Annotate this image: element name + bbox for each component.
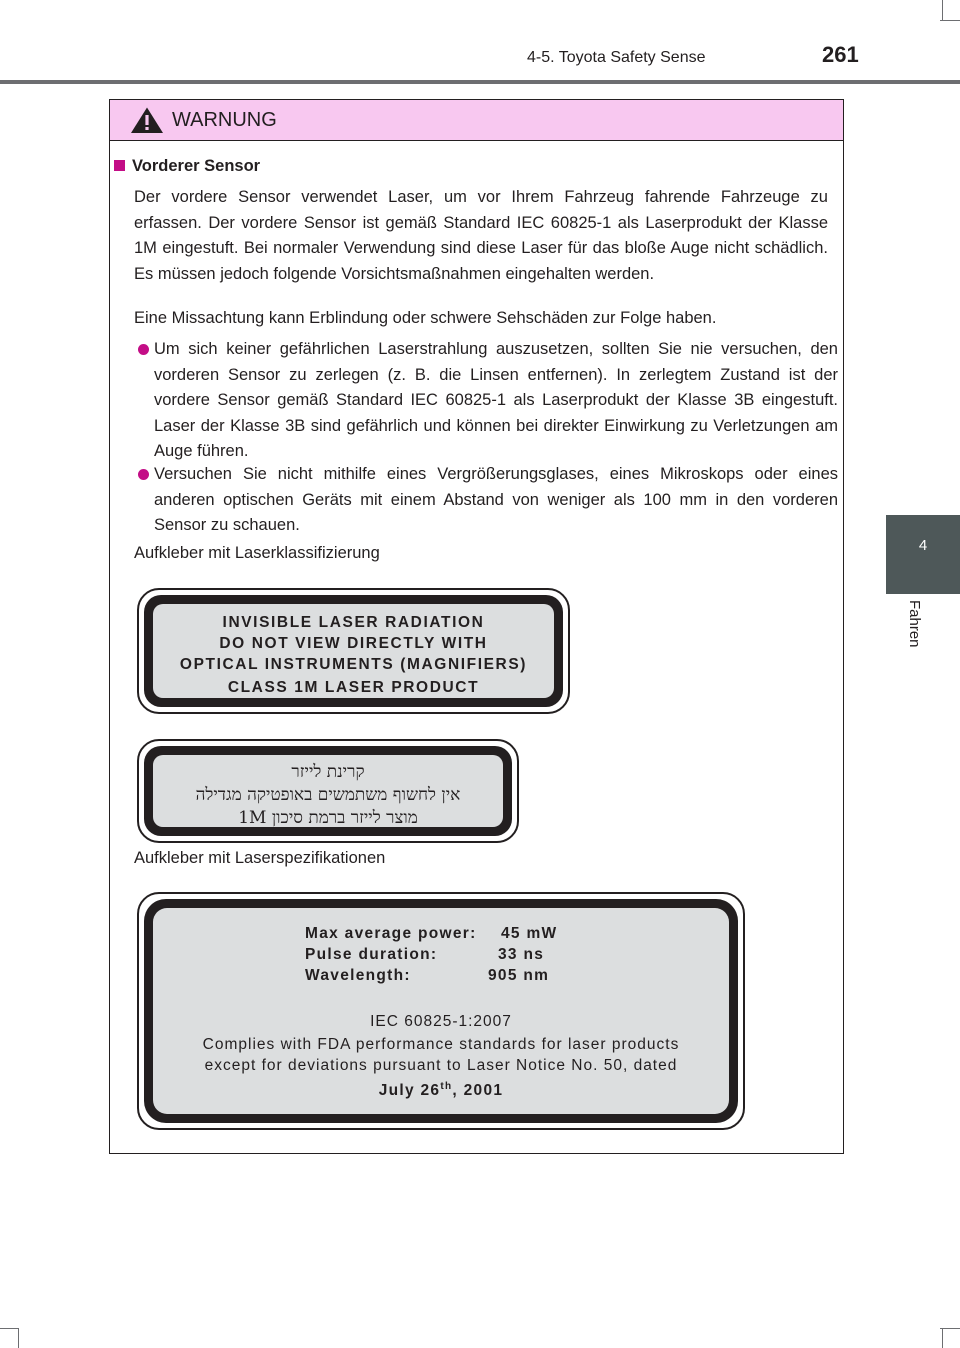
warning-triangle-icon bbox=[130, 106, 164, 134]
crop-mark bbox=[0, 1328, 18, 1329]
list-item-text: Um sich keiner gefährlichen Laserstrahlung auszusetzen, sollten Sie nie versuchen, den vorderen Sensor zu zerlegen (z. B. die Linsen entfernen). In zerlegtem Zustand ist der vordere Sensor gemäß Standard IEC 60825-1 als Laserprodukt der Klasse 3B eingestuft. Laser der Klasse 3B sind gefährlich und können bei direkter Einwirkung zu Verletzungen am Auge führen. bbox=[154, 340, 838, 460]
laser-specification-label bbox=[137, 892, 745, 1130]
spec-row bbox=[305, 923, 575, 944]
compliance-line: Complies with FDA performance standards for laser products bbox=[202, 1036, 680, 1053]
laser-classification-label-en bbox=[137, 588, 570, 714]
page-number: 261 bbox=[822, 42, 859, 67]
spec-value: 33 ns bbox=[498, 946, 545, 963]
crop-mark bbox=[942, 1328, 943, 1348]
date-month: July 26 bbox=[378, 1082, 441, 1100]
label-panel bbox=[153, 755, 503, 827]
compliance-line: except for deviations pursuant to Laser Notice No. 50, dated bbox=[204, 1057, 678, 1074]
spec-value: 45 mW bbox=[501, 925, 558, 942]
label-panel bbox=[153, 604, 554, 698]
list-item bbox=[138, 337, 838, 465]
date-suffix: th bbox=[440, 1081, 453, 1092]
label-line: מוצר לייזר ברמת סיכון 1M bbox=[238, 808, 418, 828]
chapter-number: 4 bbox=[918, 537, 928, 554]
warning-header bbox=[110, 100, 843, 141]
spec-table bbox=[305, 923, 575, 986]
crop-mark bbox=[18, 1328, 19, 1348]
compliance-text bbox=[153, 1011, 729, 1101]
spec-row bbox=[305, 965, 575, 986]
label-line: CLASS 1M LASER PRODUCT bbox=[227, 679, 480, 696]
caption-specification: Aufkleber mit Laserspezifikationen bbox=[134, 849, 386, 867]
laser-classification-label-he bbox=[137, 739, 519, 843]
label-frame bbox=[144, 899, 738, 1123]
date-year: , 2001 bbox=[452, 1082, 504, 1100]
caption-classification: Aufkleber mit Laserklassifizierung bbox=[134, 544, 380, 562]
spec-label: Pulse duration: bbox=[305, 946, 438, 963]
label-line: INVISIBLE LASER RADIATION bbox=[222, 614, 485, 631]
header-rule bbox=[0, 80, 960, 84]
compliance-date bbox=[153, 1076, 729, 1101]
warning-title: WARNUNG bbox=[172, 109, 277, 131]
section-title-text: Vorderer Sensor bbox=[132, 157, 261, 175]
crop-mark bbox=[942, 0, 943, 20]
section-title bbox=[114, 157, 260, 176]
label-line: אין לחשוף משתמשים באופטיקה מגדילה bbox=[195, 785, 461, 805]
list-item-text: Versuchen Sie nicht mithilfe eines Vergrößerungsglases, eines Mikroskops oder eines anderen optischen Geräts mit einem Abstand von weniger als 100 mm in den vorderen Sensor zu schauen. bbox=[154, 465, 838, 534]
label-line: DO NOT VIEW DIRECTLY WITH bbox=[219, 635, 488, 652]
chapter-label: Fahren bbox=[906, 600, 923, 648]
label-line: OPTICAL INSTRUMENTS (MAGNIFIERS) bbox=[179, 656, 528, 673]
crop-mark bbox=[940, 1328, 960, 1329]
bullet-dot-icon bbox=[138, 344, 149, 355]
chapter-tab bbox=[886, 515, 960, 594]
spec-label: Max average power: bbox=[305, 925, 477, 942]
label-panel bbox=[153, 908, 729, 1114]
label-frame bbox=[144, 746, 512, 836]
spec-value: 905 nm bbox=[488, 967, 550, 984]
square-bullet-icon bbox=[114, 160, 125, 171]
spec-label: Wavelength: bbox=[305, 967, 411, 984]
crop-mark bbox=[940, 20, 960, 21]
bullet-dot-icon bbox=[138, 469, 149, 480]
section-heading: 4-5. Toyota Safety Sense bbox=[527, 49, 706, 66]
label-line: קרינת לייזר bbox=[291, 762, 365, 782]
consequence-paragraph: Eine Missachtung kann Erblindung oder schwere Sehschäden zur Folge haben. bbox=[134, 309, 717, 327]
spec-row bbox=[305, 944, 575, 965]
label-frame bbox=[144, 595, 563, 707]
list-item bbox=[138, 462, 838, 539]
intro-paragraph: Der vordere Sensor verwendet Laser, um vor Ihrem Fahrzeug fahrende Fahrzeuge zu erfassen. Der vordere Sensor ist gemäß Standard IEC 60825-1 als Laserprodukt der Klasse 1M eingestuft. Bei normaler Verwendung sind diese Laser für das bloße Auge nicht schädlich. Es müssen jedoch folgende Vorsichtsmaßnahmen eingehalten werden. bbox=[134, 188, 828, 283]
standard-line: IEC 60825-1:2007 bbox=[370, 1013, 512, 1030]
